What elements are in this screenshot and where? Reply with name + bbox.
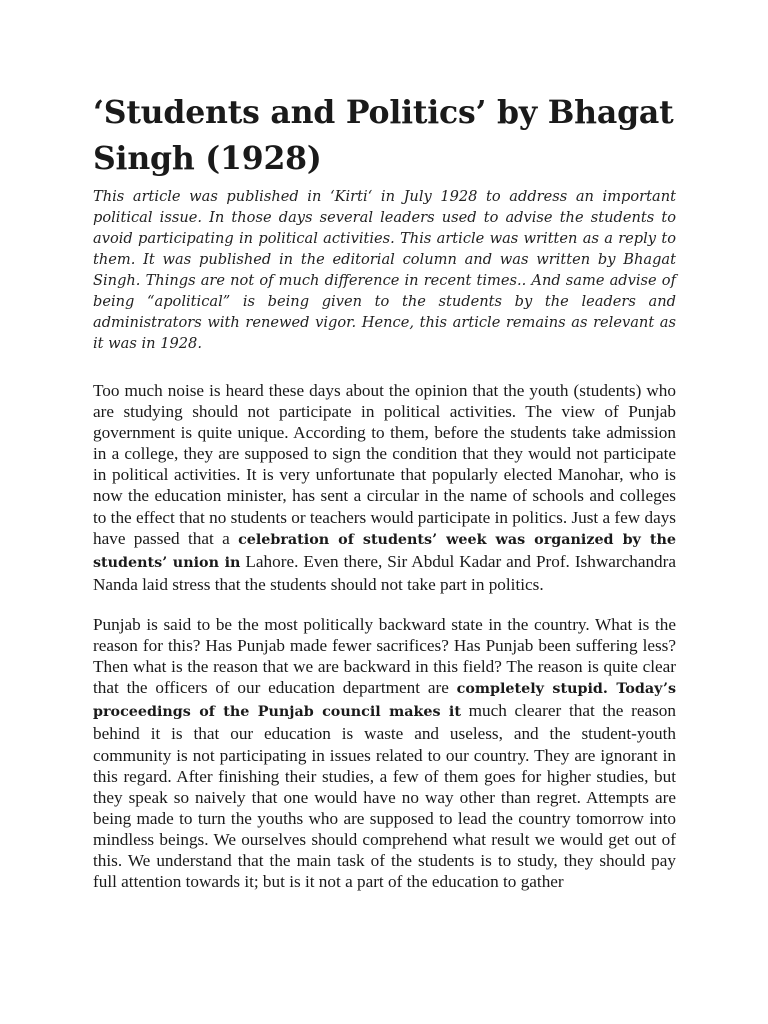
paragraph-2-text-end: much clearer that the reason behind it is that our education is waste and useless, and the student-youth community is not participating in issues related to our country. They are ignorant in this regard. After finishing their studies, a few of them goes for higher studies, but they speak so naively that one would have no way other than regret. Attempts are being made to turn the youths who are supposed to lead the country tomorrow into mindless beings. We ourselves should comprehend what result we would get out of this. We understand that the main task of the students is to study, they should pay full attention towards it; but is it not a part of the education to gather — [93, 701, 676, 892]
paragraph-2-text-start: Punjab is said to be the most politically backward state in the country. What is the reason for this? Has Punjab made fewer sacrifices? Has Punjab been suffering less? Then what is the reason that we are backward in this field? The reason is quite clear that the officers of our education department are — [93, 614, 676, 698]
document-page — [93, 90, 676, 892]
body-paragraph-1 — [93, 380, 676, 595]
paragraph-1-text-end: Lahore. Even there, Sir Abdul Kadar and Prof. Ishwarchandra Nanda laid stress that the students should not take part in politics. — [93, 551, 676, 594]
paragraph-2-bold-phrase: completely stupid. Today’s proceedings of the Punjab council makes it — [93, 681, 677, 721]
paragraph-1-bold-phrase: celebration of students’ week was organized by the students’ union in — [93, 531, 676, 571]
article-intro: This article was published in ‘Kirti‘ in July 1928 to address an important political issue. In those days several leaders used to advise the students to avoid participating in political activities. This article was written as a reply to them. It was published in the editorial column and was written by Bhagat Singh. Things are not of much difference in recent times.. And same advise of being “apolitical” is being given to the students by the leaders and administrators with renewed vigor. Hence, this article remains as relevant as it was in 1928. — [93, 188, 676, 352]
body-paragraph-2 — [93, 614, 676, 892]
paragraph-1-text-start: Too much noise is heard these days about the opinion that the youth (students) who are studying should not participate in political activities. The view of Punjab government is quite unique. According to them, before the students take admission in a college, they are supposed to sign the condition that they would not participate in political activities. It is very unfortunate that popularly elected Manohar, who is now the education minister, has sent a circular in the name of schools and colleges to the effect that no students or teachers would participate in politics. Just a few days have passed that a — [93, 381, 676, 548]
article-title: ‘Students and Politics’ by Bhagat Singh (1928) — [93, 94, 674, 177]
